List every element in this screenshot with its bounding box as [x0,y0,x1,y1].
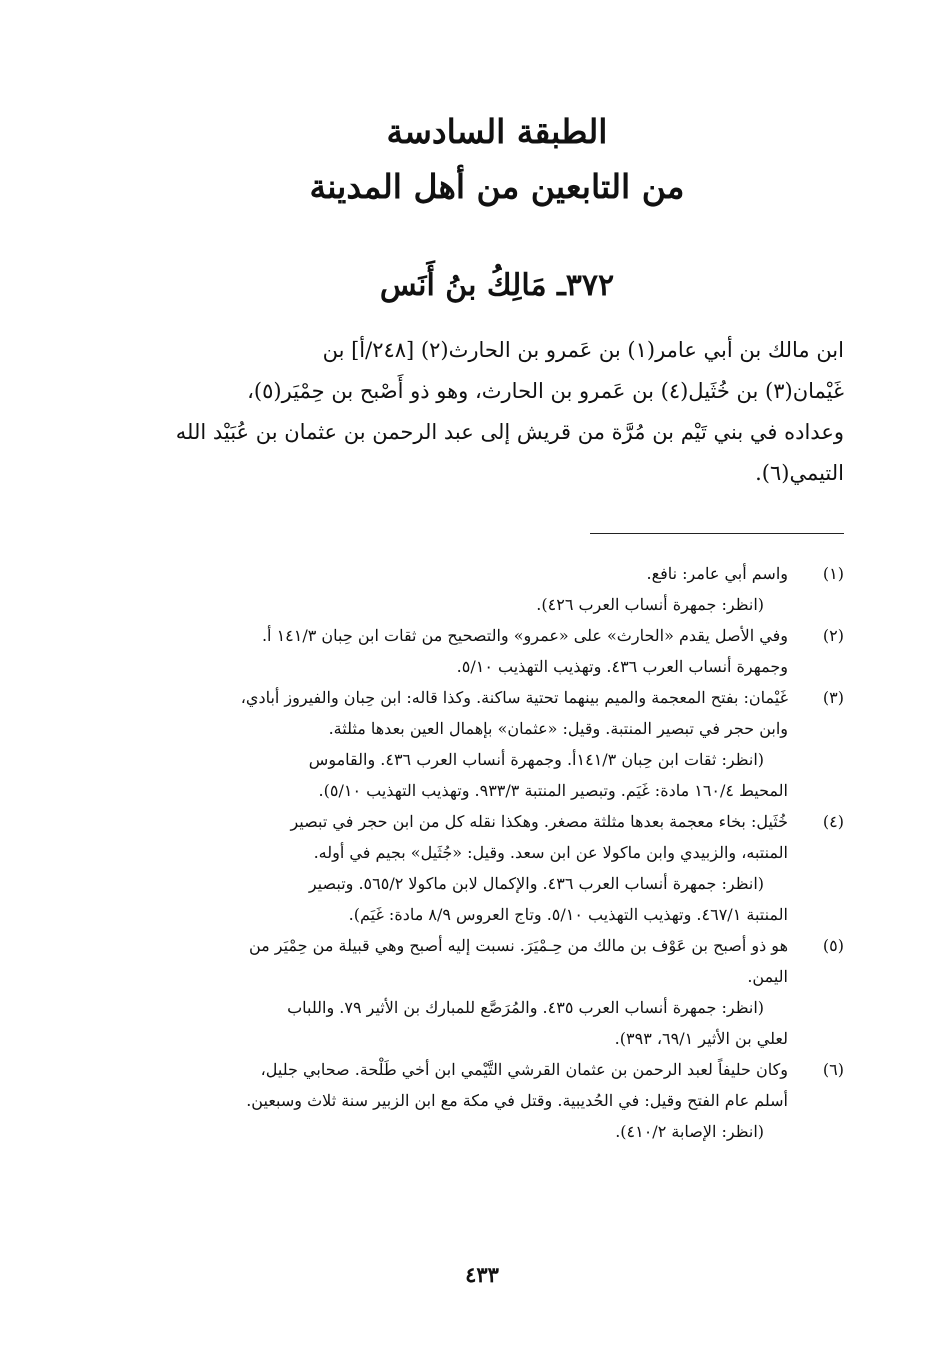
entry-body-line: غَيْمان(٣) بن خُثَيل(٤) بن عَمرو بن الحارث، وهو ذو أَصْبح بن حِمْيَر(٥)، [247,379,844,403]
footnote-reference: المحيط ١٦٠/٤ مادة: غَيَم. وتبصير المنتبة ٩٣٣/٣. وتهذيب التهذيب ٥/١٠). [318,781,788,800]
footnote-6 [138,1054,844,1147]
footnote-line: وجمهرة أنساب العرب ٤٣٦. وتهذيب التهذيب ٥/١٠. [456,657,788,676]
footnote-number: (٣) [822,688,844,707]
entry-body-line: وعداده في بني تَيْم بن مُرَّة من قريش إلى عبد الرحمن بن عثمان بن عُبَيْد الله [175,420,844,444]
footnote-reference: (انظر: الإصابة ٤١٠/٢). [615,1122,764,1141]
footnote-5 [138,930,844,1054]
footnote-line: المنتبه، والزبيدي وابن ماكولا عن ابن سعد. وقيل: «جُثَيل» بجيم في أوله. [313,843,788,862]
footnote-reference: المنتبة ٤٦٧/١. وتهذيب التهذيب ٥/١٠. وتاج العروس ٨/٩ مادة: غَيَم). [348,905,788,924]
footnote-3 [138,682,844,806]
footnote-line: أسلم عام الفتح وقيل: في الحُديبية. وقتل في مكة مع ابن الزبير سنة ثلاث وسبعين. [246,1091,788,1110]
footnote-2 [138,620,844,682]
entry-body-line: التيمي(٦). [755,461,844,485]
footnote-line: هو ذو أصبح بن عَوْف بن مالك من حِـمْيَرَ. نسبت إليه أصبح وهي قبيلة من حِمْيَر من [248,936,788,955]
footnote-separator [590,533,844,534]
footnote-number: (٤) [822,812,844,831]
footnote-reference: (انظر: جمهرة أنساب العرب ٤٣٦. والإكمال لابن ماكولا ٥٦٥/٢. وتبصير [308,874,764,893]
footnote-line: وفي الأصل يقدم «الحارث» على «عمرو» والتصحيح من ثقات ابن حِبان ١٤١/٣ أ. [261,626,788,645]
footnote-number: (٢) [822,626,844,645]
page-number: ٤٣٣ [465,1262,499,1287]
footnote-number: (٥) [822,936,844,955]
footnote-line: واسم أبي عامر: نافع. [646,564,788,583]
section-title: الطبقة السادسة [386,112,608,151]
footnote-number: (١) [822,564,844,583]
footnote-line: خُثَيل: بخاء معجمة بعدها مثلثة مصغر. وهكذا نقله كل من ابن حجر في تبصير [290,812,788,831]
entry-title: ٣٧٢ـ مَالِكُ بنُ أَنَس [379,268,615,303]
footnote-reference: (انظر: جمهرة أنساب العرب ٤٣٥. والمُرَصَّع للمبارك بن الأثير ٧٩. واللباب [287,998,764,1017]
footnote-line: اليمن. [747,967,788,986]
footnote-4 [138,806,844,930]
entry-body-line: ابن مالك بن أبي عامر(١) بن عَمرو بن الحارث(٢) [٢٤٨/أ] بن [322,338,844,362]
footnote-line: غَيْمان: بفتح المعجمة والميم بينهما تحتية ساكنة. وكذا قاله: ابن حِبان والفيروز أبادي، [240,688,788,707]
footnote-line: وكان حليفاً لعبد الرحمن بن عثمان القرشي التَّيْمي ابن أخي طَلْحة. صحابي جليل، [260,1060,788,1079]
footnote-line: وابن حجر في تبصير المنتبة. وقيل: «عثمان» بإهمال العين بعدها مثلثة. [328,719,788,738]
section-subtitle: من التابعين من أهل المدينة [309,167,685,206]
footnote-reference: لعلي بن الأثير ٦٩/١، ٣٩٣). [614,1029,788,1048]
footnote-reference: (انظر: ثقات ابن حِبان ١٤١/٣أ. وجمهرة أنساب العرب ٤٣٦. والقاموس [308,750,764,769]
entry-body [138,330,844,494]
footnote-number: (٦) [822,1060,844,1079]
footnote-reference: (انظر: جمهرة أنساب العرب ٤٢٦). [536,595,764,614]
footnote-1 [138,558,844,620]
footnotes [138,558,844,1147]
